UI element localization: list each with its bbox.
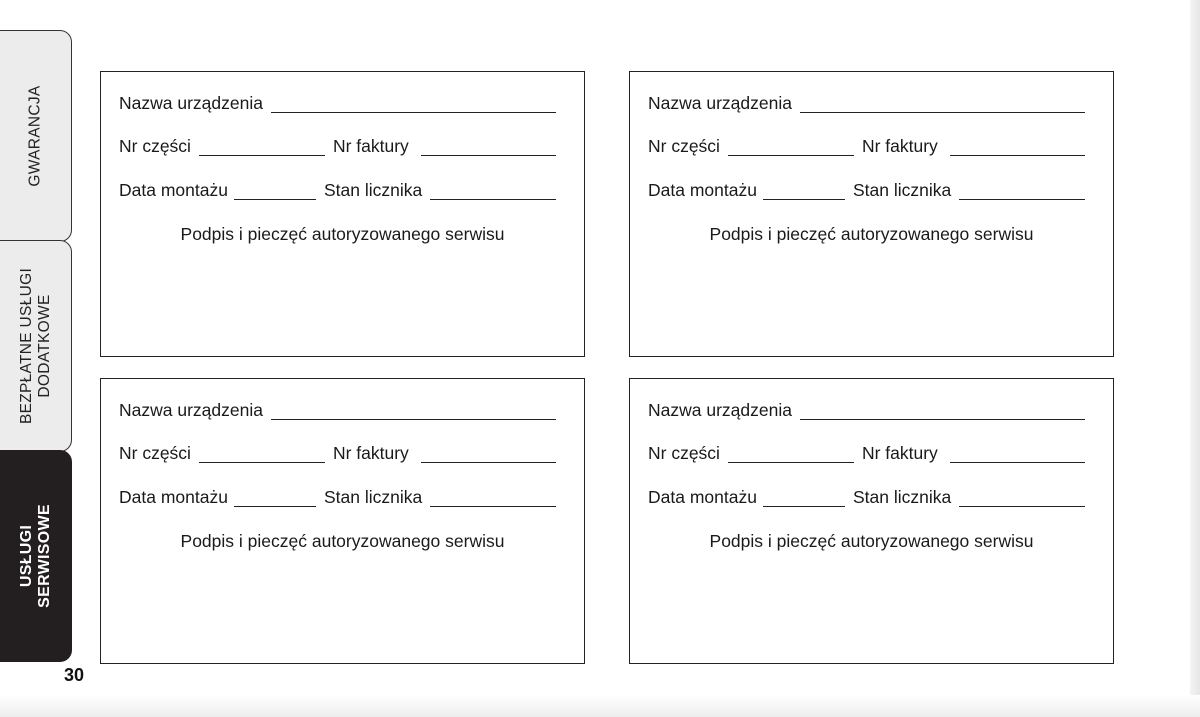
tab-gwarancja[interactable]	[0, 30, 72, 242]
signature-stamp-label: Podpis i pieczęć autoryzowanego serwisu	[709, 531, 1034, 551]
date-odometer-row	[119, 487, 556, 507]
mount-date-field[interactable]	[234, 490, 316, 507]
part-number-label: Nr części	[119, 443, 191, 463]
signature-stamp-label: Podpis i pieczęć autoryzowanego serwisu	[709, 224, 1034, 244]
tab-label	[27, 85, 45, 186]
mount-date-field[interactable]	[763, 183, 845, 200]
part-invoice-row	[648, 443, 1085, 463]
mount-date-label: Data montażu	[119, 487, 228, 507]
part-invoice-row	[119, 443, 556, 463]
part-number-field[interactable]	[199, 446, 325, 463]
page-number: 30	[64, 665, 85, 685]
device-name-field[interactable]	[271, 96, 556, 113]
device-name-label: Nazwa urządzenia	[648, 93, 792, 113]
part-number-field[interactable]	[728, 139, 854, 156]
date-odometer-row	[648, 180, 1085, 200]
odometer-field[interactable]	[430, 183, 556, 200]
odometer-field[interactable]	[430, 490, 556, 507]
device-name-row	[648, 93, 1085, 113]
invoice-number-field[interactable]	[421, 139, 556, 156]
tab-label-line: USŁUGI	[18, 524, 35, 588]
invoice-number-field[interactable]	[950, 446, 1085, 463]
part-number-label: Nr części	[119, 136, 191, 156]
service-record-card	[629, 71, 1114, 357]
tab-label-line: SERWISOWE	[36, 504, 53, 608]
mount-date-label: Data montażu	[648, 487, 757, 507]
invoice-number-field[interactable]	[421, 446, 556, 463]
invoice-number-label: Nr faktury	[861, 136, 938, 156]
page-edge	[1190, 0, 1200, 717]
mount-date-field[interactable]	[234, 183, 316, 200]
part-number-field[interactable]	[728, 446, 854, 463]
mount-date-field[interactable]	[763, 490, 845, 507]
device-name-label: Nazwa urządzenia	[648, 400, 792, 420]
device-name-row	[648, 400, 1085, 420]
part-invoice-row	[119, 136, 556, 156]
service-record-card	[100, 378, 585, 664]
date-odometer-row	[648, 487, 1085, 507]
invoice-number-label: Nr faktury	[861, 443, 938, 463]
tab-uslugi-serwisowe[interactable]	[0, 450, 72, 662]
device-name-label: Nazwa urządzenia	[119, 93, 263, 113]
odometer-label: Stan licznika	[323, 487, 423, 507]
odometer-field[interactable]	[959, 183, 1085, 200]
tab-label-line: GWARANCJA	[27, 85, 45, 187]
invoice-number-field[interactable]	[950, 139, 1085, 156]
odometer-field[interactable]	[959, 490, 1085, 507]
device-name-field[interactable]	[800, 403, 1085, 420]
odometer-label: Stan licznika	[852, 487, 952, 507]
odometer-label: Stan licznika	[323, 180, 423, 200]
page-bottom-shade	[0, 695, 1200, 717]
odometer-label: Stan licznika	[852, 180, 952, 200]
part-invoice-row	[648, 136, 1085, 156]
tab-label-line: BEZPŁATNE USŁUGI	[18, 267, 36, 425]
tab-label	[18, 268, 54, 424]
tab-bezplatne-uslugi-dodatkowe[interactable]	[0, 240, 72, 452]
device-name-row	[119, 93, 556, 113]
invoice-number-label: Nr faktury	[332, 136, 409, 156]
part-number-label: Nr części	[648, 443, 720, 463]
part-number-field[interactable]	[199, 139, 325, 156]
mount-date-label: Data montażu	[648, 180, 757, 200]
signature-stamp-label: Podpis i pieczęć autoryzowanego serwisu	[180, 224, 505, 244]
device-name-row	[119, 400, 556, 420]
service-record-card	[629, 378, 1114, 664]
date-odometer-row	[119, 180, 556, 200]
mount-date-label: Data montażu	[119, 180, 228, 200]
signature-stamp-label: Podpis i pieczęć autoryzowanego serwisu	[180, 531, 505, 551]
tab-label	[18, 504, 54, 608]
device-name-field[interactable]	[271, 403, 556, 420]
device-name-field[interactable]	[800, 96, 1085, 113]
service-record-card	[100, 71, 585, 357]
tab-label-line: DODATKOWE	[36, 294, 54, 398]
invoice-number-label: Nr faktury	[332, 443, 409, 463]
device-name-label: Nazwa urządzenia	[119, 400, 263, 420]
part-number-label: Nr części	[648, 136, 720, 156]
